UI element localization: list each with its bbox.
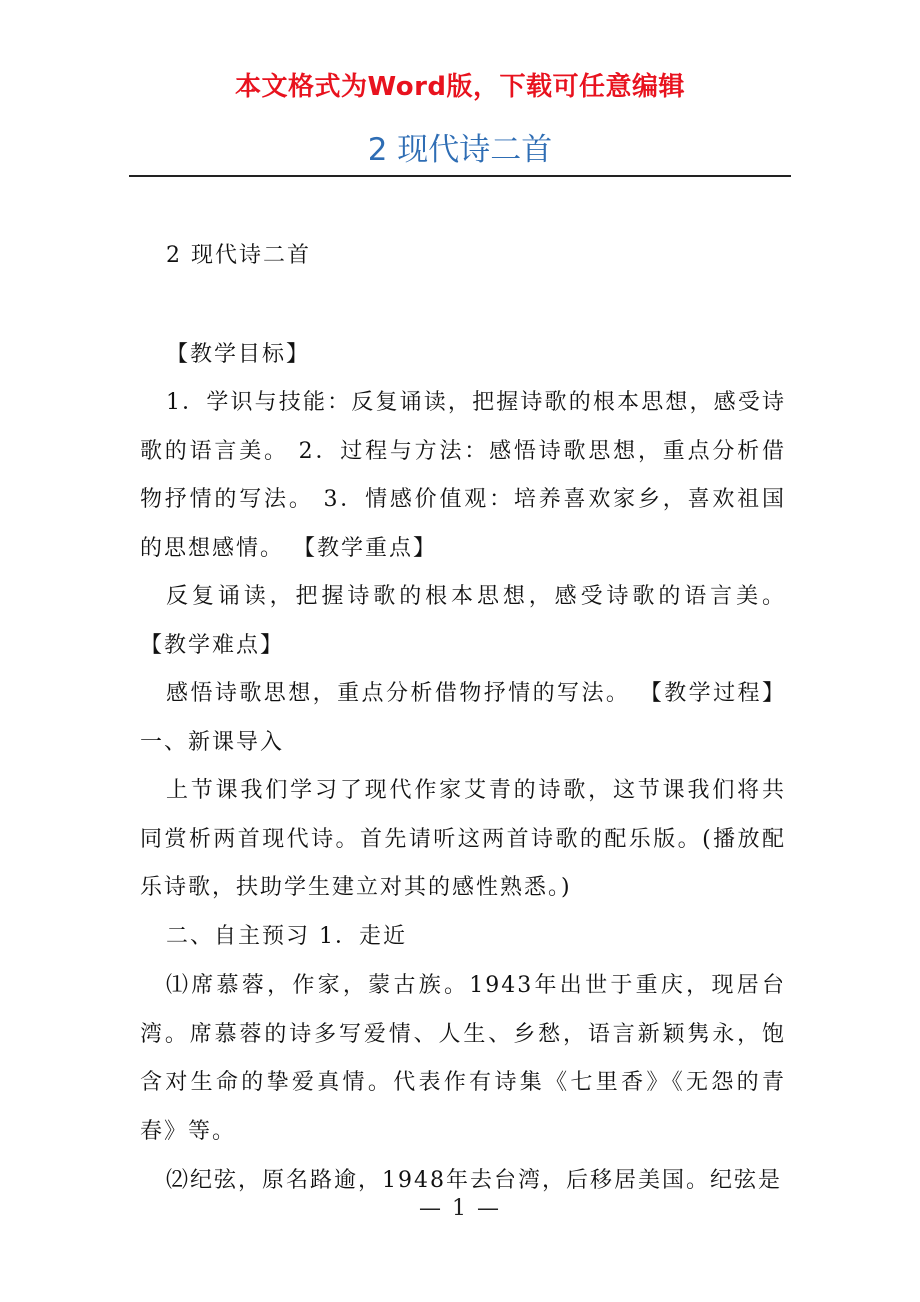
document-title: 2 现代诗二首 xyxy=(367,132,553,168)
section-objectives-heading: 【教学目标】 xyxy=(166,341,311,367)
preview-heading: 二、自主预习 1．走近 xyxy=(166,923,407,949)
page-number: — 1 — xyxy=(419,1196,501,1221)
format-notice-banner: 本文格式为Word版，下载可任意编辑 xyxy=(234,72,686,102)
difficulties-paragraph: 感悟诗歌思想，重点分析借物抒情的写法。 【教学过程】 一、新课导入 xyxy=(140,681,786,755)
document-body xyxy=(140,232,786,1206)
key-points-paragraph: 反复诵读，把握诗歌的根本思想，感受诗歌的语言美。 【教学难点】 xyxy=(140,584,786,658)
title-divider xyxy=(129,175,791,177)
author-xi-murong-paragraph: ⑴席慕蓉，作家，蒙古族。1943年出世于重庆，现居台湾。席慕蓉的诗多写爱情、人生、乡愁，语言新颖隽永，饱含对生命的挚爱真情。代表作有诗集《七里香》《无怨的青春》等。 xyxy=(140,973,786,1144)
objectives-paragraph: 1．学识与技能：反复诵读，把握诗歌的根本思想，感受诗歌的语言美。 2．过程与方法：感悟诗歌思想，重点分析借物抒情的写法。 3．情感价值观：培养喜欢家乡，喜欢祖国的思想感情。 【教学重点】 xyxy=(140,390,786,561)
author-ji-xian-paragraph: ⑵纪弦，原名路逾，1948年去台湾，后移居美国。纪弦是 xyxy=(166,1168,782,1193)
lesson-heading: 2 现代诗二首 xyxy=(166,243,311,268)
introduction-paragraph: 上节课我们学习了现代作家艾青的诗歌，这节课我们将共同赏析两首现代诗。首先请听这两首诗歌的配乐版。(播放配乐诗歌，扶助学生建立对其的感性熟悉。) xyxy=(140,778,786,900)
